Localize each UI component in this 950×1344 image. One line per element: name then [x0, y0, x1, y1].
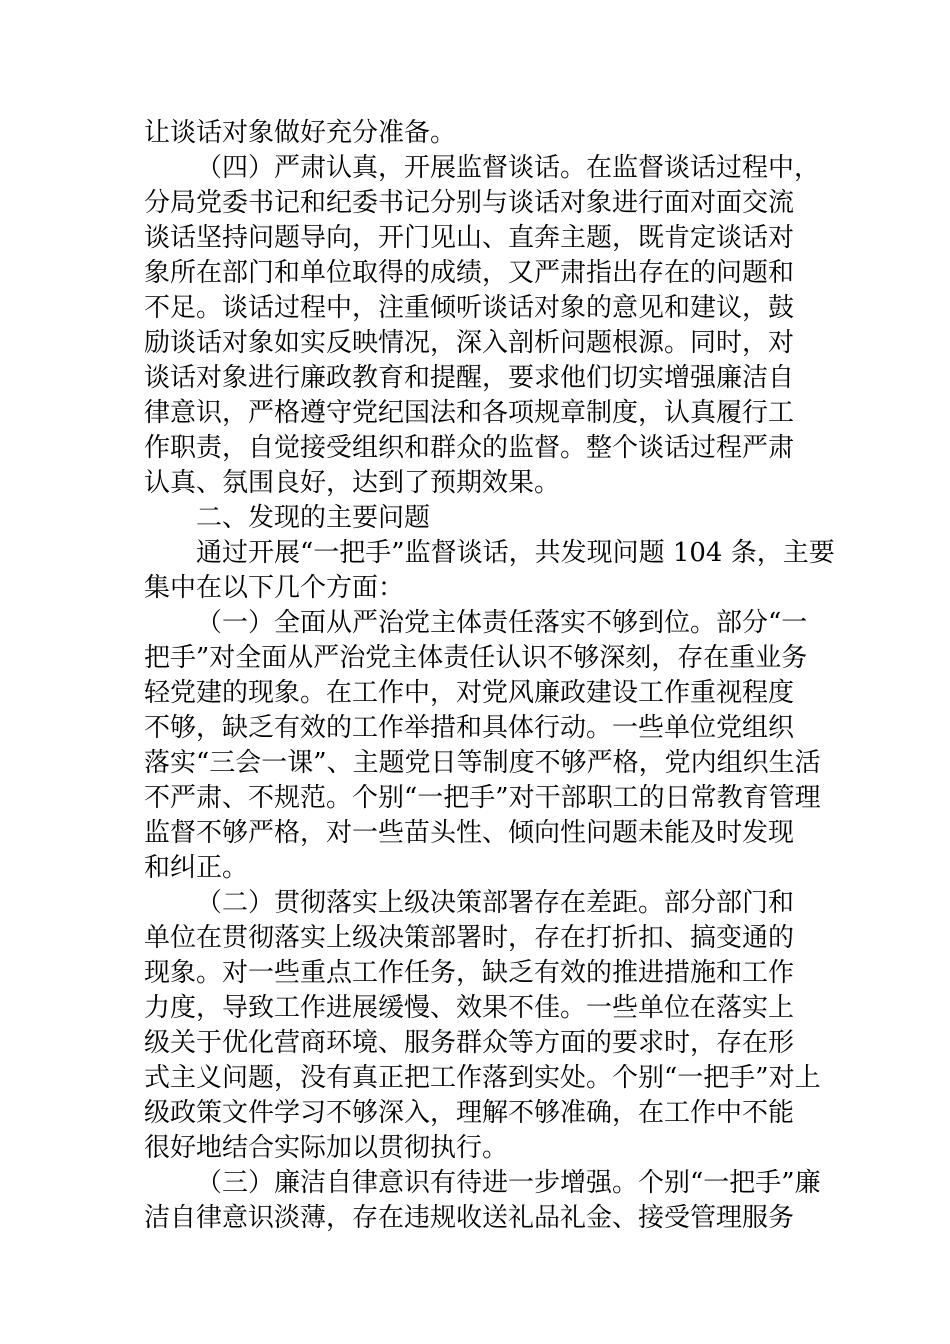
text-line: 不严肃、不规范。个别“一把手”对干部职工的日常教育管理 [144, 783, 821, 813]
text-line: 式主义问题，没有真正把工作落到实处。个别“一把手”对上 [144, 1063, 821, 1093]
text-line: 不够，缺乏有效的工作举措和具体行动。一些单位党组织 [144, 713, 795, 743]
text-line: 励谈话对象如实反映情况，深入剖析问题根源。同时，对 [144, 328, 795, 358]
text-line: 和纠正。 [144, 853, 249, 883]
text-line: 级关于优化营商环境、服务群众等方面的要求时，存在形 [144, 1028, 795, 1058]
text-line: 落实“三会一课”、主题党日等制度不够严格，党内组织生活 [144, 748, 821, 778]
text-line: 把手”对全面从严治党主体责任认识不够深刻，存在重业务 [144, 643, 808, 673]
text-line: 集中在以下几个方面： [144, 573, 405, 603]
text-line: 不足。谈话过程中，注重倾听谈话对象的意见和建议，鼓 [144, 293, 795, 323]
text-line: 谈话对象进行廉政教育和提醒，要求他们切实增强廉洁自 [144, 363, 795, 393]
text-line: 级政策文件学习不够深入，理解不够准确，在工作中不能 [144, 1098, 795, 1128]
text-line: 谈话坚持问题导向，开门见山、直奔主题，既肯定谈话对 [144, 223, 795, 253]
text-line: （四）严肃认真，开展监督谈话。在监督谈话过程中， [196, 153, 821, 183]
text-line: 轻党建的现象。在工作中，对党风廉政建设工作重视程度 [144, 678, 795, 708]
text-line: 象所在部门和单位取得的成绩，又严肃指出存在的问题和 [144, 258, 795, 288]
text-line: 作职责，自觉接受组织和群众的监督。整个谈话过程严肃 [144, 433, 795, 463]
text-line: 很好地结合实际加以贯彻执行。 [144, 1133, 509, 1163]
text-line: （二）贯彻落实上级决策部署存在差距。部分部门和 [196, 888, 795, 918]
text-line: 洁自律意识淡薄，存在违规收送礼品礼金、接受管理服务 [144, 1203, 795, 1233]
text-line: 认真、氛围良好，达到了预期效果。 [144, 468, 561, 498]
text-line: 单位在贯彻落实上级决策部署时，存在打折扣、搞变通的 [144, 923, 795, 953]
text-line: （一）全面从严治党主体责任落实不够到位。部分“一 [196, 608, 808, 638]
text-line: 通过开展“一把手”监督谈话，共发现问题 104 条，主要 [196, 538, 835, 568]
text-line: 律意识，严格遵守党纪国法和各项规章制度，认真履行工 [144, 398, 795, 428]
text-line: （三）廉洁自律意识有待进一步增强。个别“一把手”廉 [196, 1168, 821, 1198]
text-line: 力度，导致工作进展缓慢、效果不佳。一些单位在落实上 [144, 993, 795, 1023]
text-line: 让谈话对象做好充分准备。 [144, 118, 457, 148]
section-heading: 二、发现的主要问题 [196, 503, 431, 533]
text-line: 监督不够严格，对一些苗头性、倾向性问题未能及时发现 [144, 818, 795, 848]
text-line: 现象。对一些重点工作任务，缺乏有效的推进措施和工作 [144, 958, 795, 988]
text-line: 分局党委书记和纪委书记分别与谈话对象进行面对面交流 [144, 188, 795, 218]
